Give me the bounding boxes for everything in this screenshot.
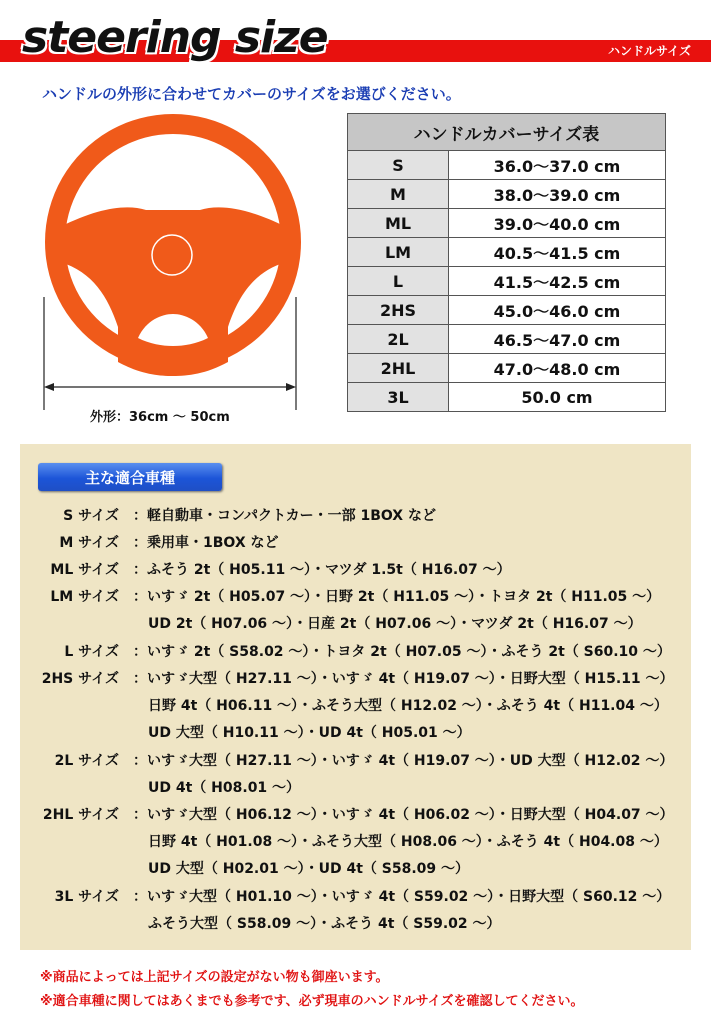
- range-cell: 40.5～41.5 cm: [449, 238, 666, 267]
- vehicle-line: ：ふそう 2t（ H05.11 ～）・マツダ 1.5t（ H16.07 ～）: [133, 562, 511, 578]
- range-cell: 47.0～48.0 cm: [449, 354, 666, 383]
- size-cell: M: [348, 180, 449, 209]
- vehicle-heading: 主な適合車種: [38, 463, 222, 491]
- vehicle-size-label: ML サイズ: [50, 562, 119, 578]
- vehicle-size-label: 2HL サイズ: [42, 807, 119, 823]
- vehicle-line: ：乗用車・1BOX など: [133, 535, 279, 551]
- size-cell: L: [348, 267, 449, 296]
- range-cell: 45.0～46.0 cm: [449, 296, 666, 325]
- vehicle-line: ：いすゞ大型（ H01.10 ～）・いすゞ 4t（ S59.02 ～）・日野大型（ S60.12 ～）: [133, 889, 671, 905]
- header-subtitle: ハンドルサイズ: [607, 44, 691, 58]
- dimension-label: 外形：36cm ～ 50cm: [90, 410, 230, 425]
- vehicle-size-label: M サイズ: [59, 535, 119, 551]
- vehicle-size-label: 2HS サイズ: [41, 671, 119, 687]
- table-row: [348, 354, 666, 383]
- size-cell: 3L: [348, 383, 449, 412]
- vehicle-line: 日野 4t（ H06.11 ～）・ふそう大型（ H12.02 ～）・ふそう 4t（ H11.04 ～）: [148, 698, 668, 714]
- size-cell: S: [348, 151, 449, 180]
- steering-wheel-icon: [38, 112, 308, 412]
- size-cell: LM: [348, 238, 449, 267]
- range-cell: 36.0～37.0 cm: [449, 151, 666, 180]
- size-cell: ML: [348, 209, 449, 238]
- lead-text: ハンドルの外形に合わせてカバーのサイズをお選びください。: [42, 85, 461, 103]
- vehicle-line: UD 大型（ H02.01 ～）・UD 4t（ S58.09 ～）: [148, 861, 470, 877]
- size-table-heading: ハンドルカバーサイズ表: [348, 114, 666, 151]
- vehicle-line: UD 大型（ H10.11 ～）・UD 4t（ H05.01 ～）: [148, 725, 471, 741]
- vehicle-line: UD 2t（ H07.06 ～）・日産 2t（ H07.06 ～）・マツダ 2t（ H16.07 ～）: [148, 616, 642, 632]
- vehicle-line: ：いすゞ 2t（ S58.02 ～）・トヨタ 2t（ H07.05 ～）・ふそう 2t（ S60.10 ～）: [133, 644, 671, 660]
- vehicle-size-label: LM サイズ: [50, 589, 119, 605]
- vehicle-line: 日野 4t（ H01.08 ～）・ふそう大型（ H08.06 ～）・ふそう 4t（ H04.08 ～）: [148, 834, 668, 850]
- range-cell: 50.0 cm: [449, 383, 666, 412]
- table-row: [348, 383, 666, 412]
- range-cell: 41.5～42.5 cm: [449, 267, 666, 296]
- vehicle-size-label: S サイズ: [63, 508, 119, 524]
- page-title: steering size: [22, 12, 328, 63]
- vehicle-line: ふそう大型（ S58.09 ～）・ふそう 4t（ S59.02 ～）: [148, 916, 501, 932]
- range-cell: 46.5～47.0 cm: [449, 325, 666, 354]
- table-row: [348, 238, 666, 267]
- vehicle-line: ：軽自動車・コンパクトカー・一部 1BOX など: [133, 508, 436, 524]
- vehicle-size-label: 3L サイズ: [54, 889, 119, 905]
- size-cell: 2HS: [348, 296, 449, 325]
- note-text: ※商品によっては上記サイズの設定がない物も御座います。: [40, 970, 389, 985]
- table-row: [348, 151, 666, 180]
- vehicle-line: ：いすゞ大型（ H27.11 ～）・いすゞ 4t（ H19.07 ～）・日野大型（ H15.11 ～）: [133, 671, 674, 687]
- vehicle-size-label: 2L サイズ: [54, 753, 119, 769]
- vehicle-line: UD 4t（ H08.01 ～）: [148, 780, 301, 796]
- table-row: [348, 180, 666, 209]
- vehicle-line: ：いすゞ 2t（ H05.07 ～）・日野 2t（ H11.05 ～）・トヨタ 2t（ H11.05 ～）: [133, 589, 661, 605]
- size-cell: 2L: [348, 325, 449, 354]
- vehicle-size-label: L サイズ: [64, 644, 119, 660]
- size-table: [347, 113, 666, 412]
- note-text: ※適合車種に関してはあくまでも参考です、必ず現車のハンドルサイズを確認してください。: [40, 994, 584, 1009]
- vehicle-line: ：いすゞ大型（ H27.11 ～）・いすゞ 4t（ H19.07 ～）・UD 大型（ H12.02 ～）: [133, 753, 674, 769]
- table-row: [348, 209, 666, 238]
- vehicle-line: ：いすゞ大型（ H06.12 ～）・いすゞ 4t（ H06.02 ～）・日野大型（ H04.07 ～）: [133, 807, 674, 823]
- table-row: [348, 296, 666, 325]
- range-cell: 39.0～40.0 cm: [449, 209, 666, 238]
- table-row: [348, 325, 666, 354]
- table-row: [348, 267, 666, 296]
- size-cell: 2HL: [348, 354, 449, 383]
- range-cell: 38.0～39.0 cm: [449, 180, 666, 209]
